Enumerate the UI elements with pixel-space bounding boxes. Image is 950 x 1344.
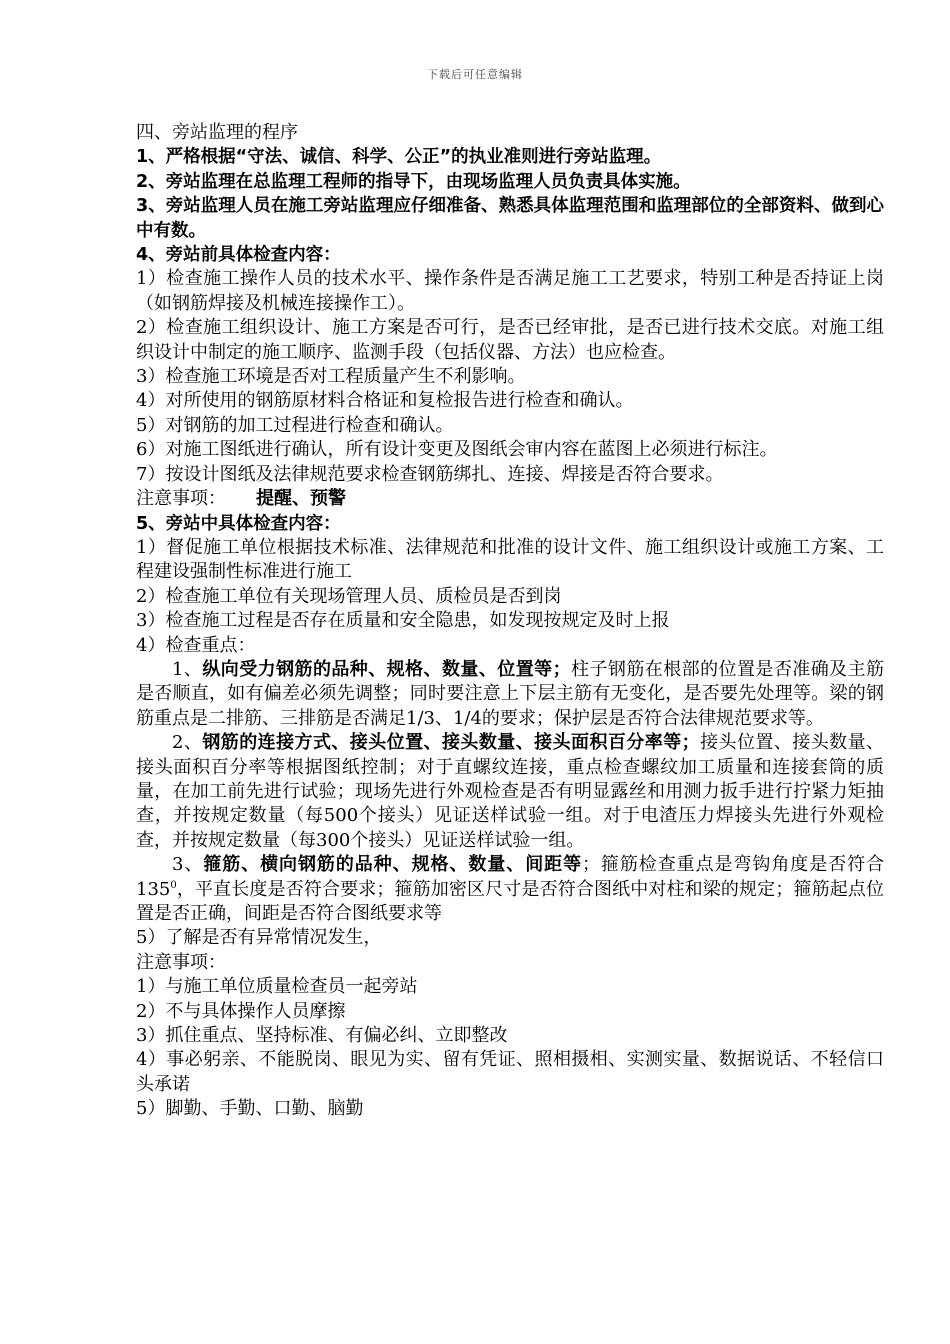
note-5: 5）脚勤、手勤、口勤、脑勤: [136, 1098, 364, 1120]
key-point-3: [136, 853, 884, 926]
key-point-3-text-b: ，平直长度是否符合要求；箍筋加密区尺寸是否符合图纸中对柱和梁的规定；箍筋起点位置是否正确，间距是否符合图纸要求等: [136, 878, 884, 924]
during-check-1: 1）督促施工单位根据技术标准、法律规范和批准的设计文件、施工组织设计或施工方案、工程建设强制性标准进行施工: [136, 536, 884, 583]
key-point-2-prefix: 2、: [172, 732, 203, 754]
item-4: 4、旁站前具体检查内容：: [136, 245, 341, 266]
key-point-1-text: 柱子钢筋在根部的位置是否准确及主筋是否顺直，如有偏差必须先调整；同时要注意上下层主筋有无变化，是否要先处理等。梁的钢筋重点是二排筋、三排筋是否满足1/3、1/4的要求；保护层是否符合法律规范要求等。: [136, 658, 885, 729]
key-point-3-text-a: ；箍筋检查重点是弯钩角度是否符合135: [136, 854, 885, 900]
during-check-3: 3）检查施工过程是否存在质量和安全隐患，如发现按规定及时上报: [136, 610, 670, 632]
page-header: 下载后可任意编辑: [427, 68, 523, 81]
key-point-1-prefix: 1、: [172, 658, 203, 680]
section-title: 四、旁站监理的程序: [136, 122, 298, 143]
item-5: 5、旁站中具体检查内容：: [136, 513, 341, 534]
during-check-5: 5）了解是否有异常情况发生，: [136, 927, 382, 949]
key-point-1: [136, 658, 884, 731]
key-point-2-title: 钢筋的连接方式、接头位置、接头数量、接头面积百分率等；: [202, 732, 700, 754]
document-body: [136, 121, 884, 1122]
degree-superscript: 0: [170, 879, 177, 891]
key-point-2: [136, 731, 884, 853]
note-1: 1）与施工单位质量检查员一起旁站: [136, 976, 418, 998]
before-check-3: 3）检查施工环境是否对工程质量产生不利影响。: [136, 366, 526, 388]
item-3: 3、旁站监理人员在施工旁站监理应仔细准备、熟悉具体监理范围和监理部位的全部资料、做到心中有数。: [136, 196, 884, 241]
before-check-4: 4）对所使用的钢筋原材料合格证和复检报告进行检查和确认。: [136, 390, 634, 412]
before-note-label: 注意事项：: [136, 488, 226, 510]
key-point-2-text: 接头位置、接头数量、接头面积百分率等根据图纸控制；对于直螺纹连接，重点检查螺纹加工质量和连接套筒的质量，在加工前先进行试验；现场先进行外观检查是否有明显露丝和用测力扳手进行拧紧力矩抽查，并按规定数量（每500个接头）见证送样试验一组。对于电渣压力焊接头先进行外观检查，并按规定数量（每300个接头）见证送样试验一组。: [136, 732, 885, 851]
during-check-4: 4）检查重点：: [136, 634, 256, 656]
during-check-2: 2）检查施工单位有关现场管理人员、质检员是否到岗: [136, 585, 562, 607]
before-check-7: 7）按设计图纸及法律规范要求检查钢筋绑扎、连接、焊接是否符合要求。: [136, 463, 724, 485]
key-point-3-prefix: 3、: [172, 854, 204, 876]
before-check-6: 6）对施工图纸进行确认，所有设计变更及图纸会审内容在蓝图上必须进行标注。: [136, 439, 778, 461]
before-note-value: 提醒、预警: [256, 488, 346, 510]
item-1: 1、严格根据“守法、诚信、科学、公正”的执业准则进行旁站监理。: [136, 147, 662, 168]
note-3: 3）抓住重点、坚持标准、有偏必纠、立即整改: [136, 1025, 508, 1047]
before-check-5: 5）对钢筋的加工过程进行检查和确认。: [136, 414, 454, 436]
notes-label: 注意事项：: [136, 951, 226, 973]
before-check-2: 2）检查施工组织设计、施工方案是否可行，是否已经审批，是否已进行技术交底。对施工组织设计中制定的施工顺序、监测手段（包括仪器、方法）也应检查。: [136, 317, 884, 363]
item-2: 2、旁站监理在总监理工程师的指导下，由现场监理人员负责具体实施。: [136, 171, 691, 192]
before-check-1: 1）检查施工操作人员的技术水平、操作条件是否满足施工工艺要求，特别工种是否持证上岗（如钢筋焊接及机械连接操作工）。: [136, 268, 884, 314]
key-point-1-title: 纵向受力钢筋的品种、规格、数量、位置等；: [202, 658, 571, 680]
note-2: 2）不与具体操作人员摩擦: [136, 1000, 346, 1022]
note-4: 4）事必躬亲、不能脱岗、眼见为实、留有凭证、照相摄相、实测实量、数据说话、不轻信口头承诺: [136, 1049, 884, 1095]
before-note: [136, 487, 884, 511]
key-point-3-title: 箍筋、横向钢筋的品种、规格、数量、间距等: [203, 854, 582, 876]
